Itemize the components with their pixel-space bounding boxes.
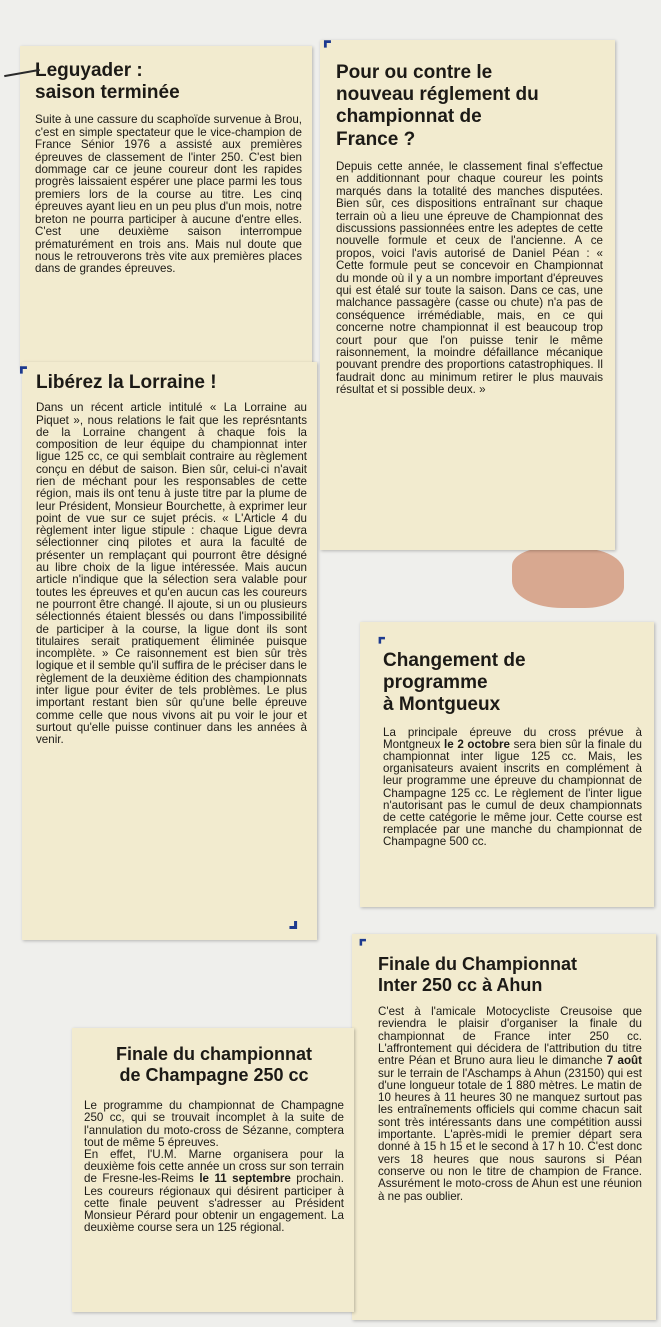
article-title: Finale du championnat de Champagne 250 cc (115, 1044, 312, 1086)
article-body: Le programme du championnat de Champagne 250 cc, qui se trouvait incomplet à la suite de l'annulation du moto-cross de Sézanne, comptera tout de même 5 épreuves. En effet, l'U.M. Marne organisera pour la deuxième fois cette année un cross sur son terrain de Fresne-les-Reims le 11 septembre prochain. Les coureurs régionaux qui désirent participer à cette finale peuvent s'adresser au Président Monsieur Pérard pour obtenir un engagement. La deuxième course sera un 125 régional. (84, 1099, 344, 1235)
pen-corner-mark: ⌜ (358, 935, 368, 959)
article-title: Changement de programme à Montgueux (383, 650, 526, 716)
article-title: Leguyader : saison terminée (35, 60, 180, 104)
pen-corner-mark: ⌜ (18, 364, 29, 389)
article-title: Finale du Championnat Inter 250 cc à Ahun (378, 954, 578, 996)
pen-corner-mark: ⌜ (322, 38, 333, 63)
article-body: La principale épreuve du cross prévue à Montgneux le 2 octobre sera bien sûr la finale du championnat inter ligue 125 cc. Mais, les organisateurs avaient inscrits en complément à leur programme une épreuve du championnat de Champagne 125 cc. Le règlement de l'inter ligue n'autorisant pas le cumul de deux championnats de cette catégorie le même jour. Cette course est remplacée par une manche du championnat de Champagne 500 cc. (383, 725, 642, 849)
article-champagne (72, 1028, 354, 1312)
article-body: Suite à une cassure du scaphoïde survenue à Brou, c'est en simple spectateur que le vice-champion de France Sénior 1976 a assisté aux premières épreuves de classement de l'inter 250. C'est bien dommage car ce jeune coureur dont les rapides progrès laissaient espérer une place parmi les tous premiers lors de la course au titre. Les cinq épreuves ayant lieu en un peu plus d'un mois, notre breton ne pourra participer à aucune d'entre elles. C'est une deuxième saison interrompue prématurément en trois ans. Mais nul doute que nous le retrouverons très vite aux premières places dans de grandes épreuves. (35, 113, 302, 276)
article-lorraine (22, 362, 317, 940)
article-montgueux (360, 622, 654, 907)
tape-remnant (512, 548, 624, 608)
article-body: Depuis cette année, le classement final s'effectue en additionnant pour chaque coureur les points marqués dans la totalité des manches disputées. Bien sûr, ces dispositions entraînant sur chaque terrain où a lieu une épreuve de Championnat des discussions passionnées entre les adeptes de cette nouvelle formule et ceux de l'ancienne. A ce propos, voici l'avis autorisé de Daniel Péan : « Cette formule peut se concevoir en Championnat du monde où il y a un nombre important d'épreuves qui est étalé sur toute la saison. Dans ce cas, une malchance passagère (casse ou chute) n'a pas de conséquence irrémédiable, mais, en ce qui concerne notre championnat il est beaucoup trop court pour que l'on puisse tenir le même raisonnement, la moindre défaillance mécanique pouvant prendre des proportions catastrophiques. Il faudrait donc au minimum retirer le plus mauvais résultat et si possible deux. » (336, 159, 603, 397)
pen-corner-mark: ⌟ (288, 904, 300, 932)
pen-corner-mark: ⌜ (377, 633, 387, 657)
article-ahun (352, 934, 656, 1320)
article-title: Libérez la Lorraine ! (36, 372, 217, 393)
article-leguyader (20, 46, 312, 368)
article-body: C'est à l'amicale Motocycliste Creusoise que reviendra le plaisir d'organiser la finale du championnat de France inter 250 cc. L'affrontement qui décidera de l'attribution du titre entre Péan et Bruno aura lieu le dimanche 7 août sur le terrain de l'Aschamps à Ahun (23150) qui est d'une longueur totale de 1 880 mètres. Le matin de 10 heures à 11 heures 30 ne manquez surtout pas les entraînements officiels qui comme chacun sait sont très intéressants dans une compétition aussi importante. L'après-midi le premier départ sera donné à 15 h 15 et le second à 17 h 10. C'est donc vers 18 heures que nous saurons si Péan conserve ou non le titre de champion de France. Assurément le moto-cross de Ahun est une réunion à ne pas oublier. (378, 1005, 642, 1203)
article-title: Pour ou contre le nouveau réglement du championnat de France ? (336, 62, 539, 150)
article-reglement (320, 40, 615, 550)
article-body: Dans un récent article intitulé « La Lorraine au Piquet », nous relations le fait que les représntants de la Lorraine changent à chaque fois la composition de leur équipe du championnat inter ligue 125 cc, ce qui semblait contraire au règlement conçu en début de saison. Bien sûr, celui-ci n'avait rien de méchant pour les responsables de cette région, mais ils ont tenu à juste titre par la plume de leur Président, Monsieur Bourchette, à exprimer leur point de vue sur ce sujet précis. « L'Article 4 du règlement inter ligue stipule : chaque Ligue devra sélectionner cinq pilotes et aura la faculté de présenter un remplaçant qui pourront être désigné au libre choix de la ligue intéressée. Mais aucun article n'indique que la sélection sera valable pour toutes les épreuves et qu'en aucun cas les coureurs ne pourront être changé. Il ajoute, si un ou plusieurs sélectionnés étaient blessés ou dans l'impossibilité de participer à la course, la ligue dont ils sont titulaires serait pratiquement éliminée puisque incomplète. » Ce raisonnement est bien sûr très logique et il semble qu'il suffira de le préciser dans le règlement de la deuxième édition des championnats inter ligue pour éviter de tels problèmes. Le plus important restant bien sûr qu'une belle épreuve comme celle que nous vivons ait pu voir le jour et surtout qu'elle puisse continuer dans les années à venir. (36, 401, 307, 747)
